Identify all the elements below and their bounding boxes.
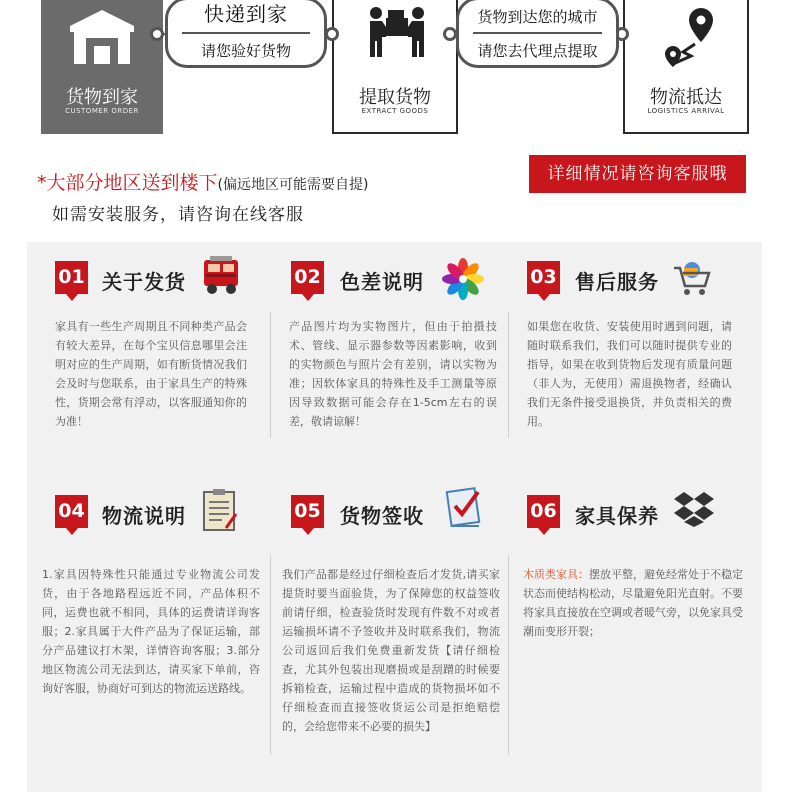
step-home-title: 货物到家 — [66, 87, 138, 108]
connector-dot — [443, 27, 457, 41]
carrying-boxes-icon — [364, 4, 430, 60]
notice-remote-note: (偏远地区可能需要自提) — [217, 177, 369, 193]
step-extract-box — [332, 0, 458, 134]
card-05-number: 05 — [291, 495, 324, 528]
consult-service-button[interactable]: 详细情况请咨询客服哦 — [529, 155, 746, 193]
connector-express-home — [165, 0, 327, 68]
card-02-number: 02 — [291, 261, 324, 294]
notice-highlight: 大部分地区送到楼下 — [46, 172, 218, 194]
color-wheel-icon — [442, 258, 484, 300]
delivery-notice — [37, 168, 368, 195]
step-home-subtitle: CUSTOMER ORDER — [65, 107, 139, 115]
card-06-number: 06 — [527, 495, 560, 528]
location-pin-icon — [657, 6, 717, 68]
card-04-title: 物流说明 — [102, 504, 186, 528]
card-03-body: 如果您在收货、安装使用时遇到问题，请随时联系我们，我们可以随时提供专业的指导，如果在收到货物后发现有质量问题（非人为，无使用）需退换物者，经确认我们无条件接受退换货，并负责相关的费用。 — [527, 320, 732, 428]
connector-express-title: 快递到家 — [204, 2, 288, 26]
card-04-body: 1.家具因特殊性只能通过专业物流公司发货，由于各地路程远近不同，产品体积不同，运费也就不相同，具体的运费请详询客服；2.家具属于大件产品为了保证运输，部分产品建议打木架，详情咨询客服；3.部分地区物流公司无法到达，请买家下单前，咨询好客服，协商好可到达的物流运送路线。 — [42, 568, 260, 695]
notice-star: * — [37, 172, 47, 194]
connector-express-sub: 请您验好货物 — [200, 42, 291, 60]
step-arrival-subtitle: LOGISTICS ARRIVAL — [647, 107, 725, 115]
card-05-body: 我们产品都是经过仔细检查后才发货,请买家提货时要当面验货，为了保障您的权益签收前请仔细，检查验货时发现有件数不对或者运输损坏请不予签收并及时联系我们，物流公司返回后我们免费重新发货【请仔细检查，尤其外包装出现磨损或是刮蹭的时候要拆箱检查，运输过程中造成的货物损坏如不仔细检查而直接签收货运公司是拒绝赔偿的，会给您带来不必要的损失】 — [282, 568, 500, 733]
clipboard-icon — [202, 488, 238, 532]
card-01-body: 家具有一些生产周期且不同种类产品会有较大差异，在每个宝贝信息哪里会注明对应的生产周期，如有断货情况我们会及时与您联系，由于家具生产的特殊性，货期会常有浮动，以客服通知你的为准！ — [55, 320, 247, 428]
card-02-body: 产品图片均为实物图片，但由于拍摄技术、管线、显示器参数等因素影响，收到的实物颜色与照片会有差别，请以实物为准；因软体家具的特殊性及手工测量等原因导致数据可能会存在1-5cm左右的误差，敬请谅解！ — [289, 320, 497, 428]
step-extract-subtitle: EXTRACT GOODS — [361, 107, 429, 115]
step-arrival-box — [623, 0, 749, 134]
connector-dot — [150, 27, 164, 41]
dropbox-icon — [673, 490, 715, 528]
connector-city-title: 货物到达您的城市 — [477, 8, 598, 26]
card-05-title: 货物签收 — [340, 504, 424, 528]
connector-dot — [325, 27, 339, 41]
card-03-title: 售后服务 — [575, 270, 659, 294]
card-01-number: 01 — [55, 261, 88, 294]
step-arrival-title: 物流抵达 — [650, 87, 722, 108]
connector-city-sub: 请您去代理点提取 — [477, 42, 598, 60]
card-06-body — [523, 565, 743, 641]
card-02-title: 色差说明 — [340, 270, 424, 294]
card-06-title: 家具保养 — [575, 504, 659, 528]
card-04-number: 04 — [55, 495, 88, 528]
warehouse-icon — [68, 8, 136, 66]
card-03-number: 03 — [527, 261, 560, 294]
connector-city-arrival — [456, 0, 619, 68]
delivery-truck-icon — [200, 256, 244, 298]
checklist-icon — [443, 484, 487, 530]
step-extract-title: 提取货物 — [359, 87, 431, 108]
card-06-body-label: 木质类家具： — [523, 568, 589, 581]
shopping-cart-icon — [672, 258, 712, 298]
install-notice: 如需安装服务，请咨询在线客服 — [52, 205, 304, 225]
card-06-body-text: 摆放平整，避免经常处于不稳定状态而使结构松动，尽量避免阳光直射。不要将家具直接放在空调或者暖气旁，以免家具受潮而变形开裂； — [523, 568, 743, 638]
card-01-title: 关于发货 — [102, 270, 186, 294]
step-home-box — [41, 0, 163, 134]
